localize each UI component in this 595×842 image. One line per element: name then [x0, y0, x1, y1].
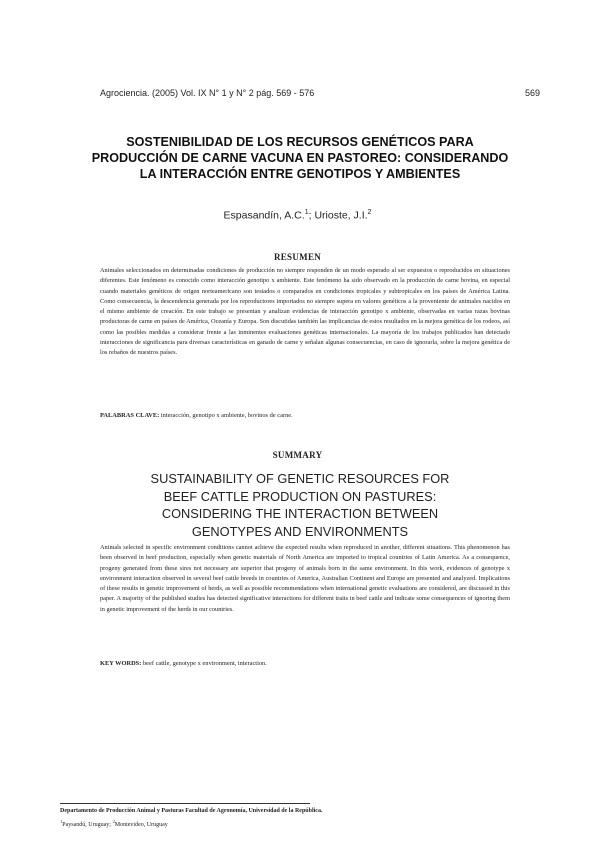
affiliation-note: Departamento de Producción Animal y Pasturas Facultad de Agronomía, Universidad de la República.: [60, 808, 323, 814]
footnote-marker: 1: [60, 818, 63, 824]
spanish-keywords: [100, 412, 520, 419]
footnote-location: Montevideo, Uruguay: [114, 821, 168, 828]
location-notes: [60, 817, 500, 831]
resumen-heading: RESUMEN: [273, 252, 322, 262]
keywords-label: PALABRAS CLAVE:: [100, 412, 160, 419]
spanish-title-line: LA INTERACCIÓN ENTRE GENOTIPOS Y AMBIENTES: [139, 167, 461, 181]
spanish-title-line: PRODUCCIÓN DE CARNE VACUNA EN PASTOREO: CONSIDERANDO: [91, 151, 509, 165]
journal-citation: Agrociencia. (2005) Vol. IX N° 1 y N° 2 pág. 569 - 576: [100, 88, 315, 98]
author-affiliation-marker: 2: [367, 209, 372, 216]
authors-line: [0, 209, 595, 222]
english-title-line: CONSIDERING THE INTERACTION BETWEEN: [161, 506, 439, 521]
summary-body: Animals selected in specific environment conditions cannot achieve the expected results when reproduced in another, different situations. This phenomenon has been observed in beef production, especially when genetic materials of North America are imported to tropical countries of Latin America. As a consequence, progeny generated from these sires not necessary are superior that progeny of animals born in the same environment. In this work, evidences of genotype x environment interaction observed in several beef cattle breeds in countries of America, Australian Continent and Europe are presented and analyzed. Implications of these results in genetic improvement of herds, as well as possible recommendations when international genetic evaluations are considered, are discussed in this paper. A majority of the published studies has detected significative interactions for different traits in beef cattle and indicate some consequences of ignoring them in genetic improvement of the herds in our countries.: [100, 544, 510, 613]
author-name: Espasandín, A.C.: [223, 209, 305, 222]
english-title-line: GENOTYPES AND ENVIRONMENTS: [191, 523, 409, 539]
footnote-divider: [60, 803, 310, 804]
page-number: 569: [524, 88, 540, 98]
keywords-text: beef cattle, genotype x environment, interaction.: [141, 660, 267, 667]
author-separator: ;: [308, 209, 315, 222]
spanish-title: [60, 134, 540, 182]
spanish-title-line: SOSTENIBILIDAD DE LOS RECURSOS GENÉTICOS PARA: [126, 135, 474, 149]
resumen-body: Animales seleccionados en determinadas condiciones de producción no siempre responden de un modo esperado al ser expuestos o reproducidos en situaciones diferentes. Este fenómeno es conocido como interacción genotipo x ambiente. Este fenómeno ha sido observado en la producción de carne bovina, en especial cuando materiales genéticos de origen norteamericano son testados o comparados en condiciones tropicales y subtropicales en los países de América Latina. Como consecuencia, la descendencia generada por los reproductores importados no siempre supera en valores genéticos a la proveniente de animales nacidos en el mismo ambiente de creación. En este trabajo se presentan y analizan evidencias de interacción genotipo x ambiente, observadas en varias razas bovinas productoras de carne en países de América, Oceanía y Europa. Son discutidas también las implicancias de estos resultados en la mejora genética de los rodeos, así como las posibles medidas a considerar frente a las inminentes evaluaciones genéticas internacionales. La mayoría de los trabajos publicados han detectado interacciones de significancia para diversas características en ganado de carne y señalan algunas consecuencias, en caso de ignorarla, sobre la mejora genética de los rebaños de nuestros países.: [100, 267, 510, 357]
footnotes: [60, 807, 500, 830]
summary-heading: SUMMARY: [272, 450, 323, 460]
keywords-text: interacción, genotipo x ambiente, bovinos de carne.: [159, 412, 293, 419]
footnote-location: Paysandú, Uruguay;: [62, 821, 113, 828]
running-header: [100, 88, 540, 102]
english-title-line: BEEF CATTLE PRODUCTION ON PASTURES:: [163, 488, 437, 504]
footnote-marker: 2: [112, 818, 115, 824]
author-name: Urioste, J.I.: [314, 209, 368, 222]
english-title: [90, 470, 510, 540]
author-affiliation-marker: 1: [304, 209, 309, 216]
keywords-label: KEY WORDS:: [100, 660, 142, 667]
english-title-line: SUSTAINABILITY OF GENETIC RESOURCES FOR: [150, 471, 450, 486]
english-keywords: [100, 660, 520, 667]
